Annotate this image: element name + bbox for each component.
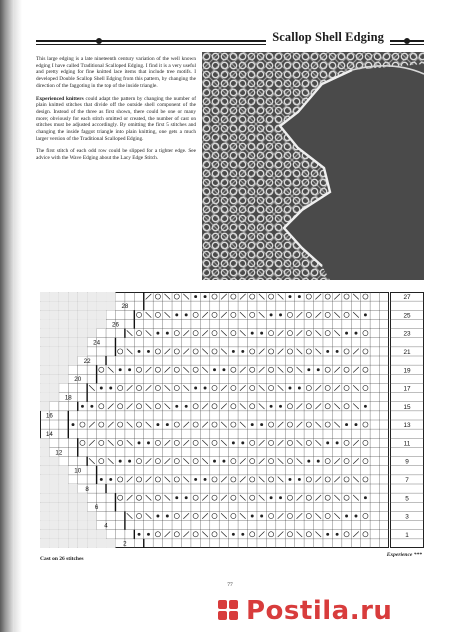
no-stitch-cell: [59, 521, 68, 530]
no-stitch-cell: [40, 319, 49, 328]
purl-symbol: [138, 441, 141, 444]
row-label-even: 14: [45, 431, 53, 438]
no-stitch-cell: [40, 438, 49, 447]
purl-symbol: [109, 387, 112, 390]
no-stitch-cell: [97, 539, 106, 548]
no-stitch-cell: [49, 511, 58, 520]
no-stitch-cell: [40, 521, 49, 530]
purl-symbol: [270, 313, 273, 316]
no-stitch-cell: [49, 338, 58, 347]
purl-symbol: [222, 460, 225, 463]
purl-symbol: [100, 387, 103, 390]
no-stitch-cell: [78, 539, 87, 548]
no-stitch-cell: [59, 338, 68, 347]
purl-symbol: [204, 387, 207, 390]
purl-symbol: [128, 460, 131, 463]
no-stitch-cell: [40, 347, 49, 356]
row-label-even: 16: [45, 412, 53, 420]
purl-symbol: [288, 387, 291, 390]
row-label-even: 24: [93, 339, 101, 347]
no-stitch-cell: [97, 319, 106, 328]
postila-logo-icon: [216, 598, 240, 622]
title-bar: [36, 28, 424, 50]
no-stitch-cell: [40, 502, 49, 511]
no-stitch-cell: [40, 530, 49, 539]
no-stitch-cell: [49, 374, 58, 383]
purl-symbol: [185, 405, 188, 408]
page-title: Scallop Shell Edging: [266, 30, 390, 45]
no-stitch-cell: [49, 530, 58, 539]
no-stitch-cell: [68, 484, 77, 493]
no-stitch-cell: [87, 319, 96, 328]
no-stitch-cell: [59, 466, 68, 475]
purl-symbol: [345, 423, 348, 426]
purl-symbol: [270, 496, 273, 499]
no-stitch-cell: [59, 484, 68, 493]
no-stitch-cell: [40, 383, 49, 392]
row-label-odd: 3: [405, 513, 409, 521]
purl-symbol: [232, 441, 235, 444]
no-stitch-cell: [40, 310, 49, 319]
purl-symbol: [364, 313, 367, 316]
row-label-odd: 25: [403, 312, 411, 320]
no-stitch-cell: [40, 402, 49, 411]
no-stitch-cell: [68, 319, 77, 328]
purl-symbol: [175, 496, 178, 499]
purl-symbol: [138, 533, 141, 536]
purl-symbol: [288, 295, 291, 298]
no-stitch-cell: [40, 493, 49, 502]
purl-symbol: [326, 533, 329, 536]
purl-symbol: [194, 478, 197, 481]
no-stitch-cell: [87, 292, 96, 301]
no-stitch-cell: [40, 466, 49, 475]
purl-symbol: [81, 405, 84, 408]
no-stitch-cell: [59, 356, 68, 365]
no-stitch-cell: [106, 292, 115, 301]
lace-photo-drawing: [202, 52, 424, 280]
no-stitch-cell: [49, 539, 58, 548]
no-stitch-cell: [49, 383, 58, 392]
no-stitch-cell: [87, 301, 96, 310]
no-stitch-cell: [87, 310, 96, 319]
no-stitch-cell: [49, 484, 58, 493]
no-stitch-cell: [78, 292, 87, 301]
title-bullet-left: [96, 38, 102, 44]
row-label-odd: 19: [403, 367, 411, 375]
row-label-odd: 21: [403, 348, 411, 356]
purl-symbol: [185, 496, 188, 499]
purl-symbol: [138, 350, 141, 353]
no-stitch-cell: [40, 301, 49, 310]
row-label-even: 4: [104, 522, 108, 530]
purl-symbol: [213, 368, 216, 371]
no-stitch-cell: [40, 511, 49, 520]
purl-symbol: [336, 350, 339, 353]
no-stitch-cell: [68, 347, 77, 356]
purl-symbol: [166, 423, 169, 426]
purl-symbol: [109, 478, 112, 481]
no-stitch-cell: [78, 521, 87, 530]
spine-shadow: [14, 0, 22, 632]
purl-symbol: [147, 350, 150, 353]
no-stitch-cell: [97, 530, 106, 539]
purl-symbol: [364, 405, 367, 408]
no-stitch-cell: [49, 521, 58, 530]
no-stitch-cell: [97, 301, 106, 310]
purl-symbol: [232, 533, 235, 536]
no-stitch-cell: [40, 393, 49, 402]
purl-symbol: [298, 478, 301, 481]
purl-symbol: [241, 533, 244, 536]
purl-symbol: [175, 313, 178, 316]
text-column: [36, 56, 196, 168]
no-stitch-cell: [78, 347, 87, 356]
page-number: 77: [227, 582, 233, 588]
no-stitch-cell: [49, 347, 58, 356]
purl-symbol: [119, 368, 122, 371]
no-stitch-cell: [49, 475, 58, 484]
no-stitch-cell: [106, 539, 115, 548]
no-stitch-cell: [87, 521, 96, 530]
no-stitch-cell: [59, 475, 68, 484]
no-stitch-cell: [59, 530, 68, 539]
no-stitch-cell: [49, 356, 58, 365]
no-stitch-cell: [87, 530, 96, 539]
purl-symbol: [204, 295, 207, 298]
no-stitch-cell: [40, 539, 49, 548]
row-label-even: 10: [74, 467, 82, 475]
no-stitch-cell: [40, 365, 49, 374]
no-stitch-cell: [68, 329, 77, 338]
purl-symbol: [260, 423, 263, 426]
no-stitch-cell: [87, 511, 96, 520]
purl-symbol: [213, 460, 216, 463]
purl-symbol: [279, 313, 282, 316]
row-label-column: [390, 292, 424, 548]
row-label-odd: 5: [405, 495, 409, 503]
book-spine: [0, 0, 14, 632]
purl-symbol: [336, 533, 339, 536]
no-stitch-cell: [40, 329, 49, 338]
no-stitch-cell: [59, 319, 68, 328]
no-stitch-cell: [40, 447, 49, 456]
no-stitch-cell: [87, 329, 96, 338]
no-stitch-cell: [68, 338, 77, 347]
no-stitch-cell: [49, 502, 58, 511]
purl-symbol: [72, 423, 75, 426]
purl-symbol: [241, 350, 244, 353]
purl-symbol: [326, 350, 329, 353]
purl-symbol: [194, 387, 197, 390]
no-stitch-cell: [59, 365, 68, 374]
no-stitch-cell: [59, 511, 68, 520]
no-stitch-cell: [49, 319, 58, 328]
purl-symbol: [345, 332, 348, 335]
no-stitch-cell: [97, 292, 106, 301]
no-stitch-cell: [68, 502, 77, 511]
no-stitch-cell: [49, 329, 58, 338]
row-label-odd: 9: [405, 458, 409, 466]
cast-on-caption: Cast on 26 stitches: [40, 556, 84, 562]
purl-symbol: [147, 441, 150, 444]
purl-symbol: [251, 332, 254, 335]
no-stitch-cell: [40, 374, 49, 383]
no-stitch-cell: [59, 329, 68, 338]
purl-symbol: [90, 405, 93, 408]
row-label-odd: 17: [403, 385, 411, 393]
purl-symbol: [307, 368, 310, 371]
watermark: Postila.ru: [246, 596, 393, 626]
no-stitch-cell: [68, 539, 77, 548]
purl-symbol: [298, 387, 301, 390]
no-stitch-cell: [59, 310, 68, 319]
purl-symbol: [270, 405, 273, 408]
no-stitch-cell: [49, 493, 58, 502]
no-stitch-cell: [40, 356, 49, 365]
no-stitch-cell: [68, 356, 77, 365]
purl-symbol: [194, 295, 197, 298]
purl-symbol: [307, 460, 310, 463]
experienced-paragraph: [36, 96, 196, 143]
experienced-lead: Experienced knitters: [36, 95, 84, 102]
purl-symbol: [298, 295, 301, 298]
purl-symbol: [156, 423, 159, 426]
purl-symbol: [128, 368, 131, 371]
purl-symbol: [204, 478, 207, 481]
no-stitch-cell: [40, 292, 49, 301]
purl-symbol: [288, 478, 291, 481]
no-stitch-cell: [40, 475, 49, 484]
row-label-odd: 7: [405, 476, 409, 484]
intro-paragraph: This large edging is a late nineteenth century variation of the well known edging I have called Traditional Scalloped Edging. I find it is a very useful and pretty edging for fine knitted lace items that include tree motifs. I developed Double Scallop Shell Edging from this pattern, by changing the direction of the faggoting in the top of the inside triangle.: [36, 56, 196, 89]
row-label-even: 12: [55, 449, 63, 457]
no-stitch-cell: [49, 292, 58, 301]
no-stitch-cell: [78, 493, 87, 502]
purl-symbol: [279, 496, 282, 499]
no-stitch-cell: [87, 539, 96, 548]
no-stitch-cell: [59, 493, 68, 502]
no-stitch-cell: [78, 511, 87, 520]
no-stitch-cell: [59, 502, 68, 511]
note-paragraph: The first stitch of each odd row could be slipped for a tighter edge. See advice with the Wave Edging about the Lacy Edge Stitch.: [36, 148, 196, 162]
no-stitch-cell: [49, 393, 58, 402]
purl-symbol: [147, 533, 150, 536]
no-stitch-cell: [59, 347, 68, 356]
purl-symbol: [355, 423, 358, 426]
knitting-chart: [40, 292, 389, 548]
purl-symbol: [260, 515, 263, 518]
purl-symbol: [279, 405, 282, 408]
row-label-even: 22: [83, 357, 91, 365]
title-bullet-right: [404, 38, 410, 44]
purl-symbol: [166, 332, 169, 335]
purl-symbol: [156, 515, 159, 518]
purl-symbol: [260, 332, 263, 335]
no-stitch-cell: [78, 338, 87, 347]
row-label-odd: 1: [405, 531, 409, 539]
row-label-odd: 23: [403, 330, 411, 338]
row-label-even: 2: [123, 540, 127, 548]
no-stitch-cell: [59, 292, 68, 301]
purl-symbol: [364, 496, 367, 499]
purl-symbol: [222, 368, 225, 371]
experienced-body: could adapt the pattern by changing the number of plain knitted stitches that divide off the outside shell component of the design. Instead of the three as first shown, there could be one or many more; obviously for each stitch omitted or created, the number of cast on stitches must be adjusted accordingly. By omitting the first 5 stitches and changing the inside faggot triangle into plain knitting, one gets a much larger version of the Traditional Scalloped Edging.: [36, 95, 196, 142]
purl-symbol: [166, 515, 169, 518]
no-stitch-cell: [40, 338, 49, 347]
row-label-even: 6: [94, 504, 99, 512]
no-stitch-cell: [49, 301, 58, 310]
no-stitch-cell: [68, 493, 77, 502]
no-stitch-cell: [78, 329, 87, 338]
purl-symbol: [100, 478, 103, 481]
purl-symbol: [317, 368, 320, 371]
purl-symbol: [345, 515, 348, 518]
no-stitch-cell: [59, 539, 68, 548]
row-label-even: 18: [64, 394, 72, 402]
purl-symbol: [156, 332, 159, 335]
row-label-even: 28: [121, 303, 129, 310]
no-stitch-cell: [49, 457, 58, 466]
no-stitch-cell: [97, 310, 106, 319]
row-label-even: 8: [85, 485, 89, 493]
no-stitch-cell: [59, 301, 68, 310]
no-stitch-cell: [40, 484, 49, 493]
no-stitch-cell: [78, 310, 87, 319]
purl-symbol: [241, 441, 244, 444]
lace-photo: [202, 52, 424, 280]
purl-symbol: [355, 515, 358, 518]
purl-symbol: [317, 460, 320, 463]
no-stitch-cell: [68, 292, 77, 301]
no-stitch-cell: [59, 374, 68, 383]
purl-symbol: [119, 460, 122, 463]
no-stitch-cell: [68, 530, 77, 539]
no-stitch-cell: [49, 466, 58, 475]
row-label-even: 26: [112, 321, 119, 329]
no-stitch-cell: [68, 301, 77, 310]
no-stitch-cell: [68, 511, 77, 520]
purl-symbol: [175, 405, 178, 408]
row-label-even: 20: [74, 376, 82, 384]
purl-symbol: [336, 441, 339, 444]
no-stitch-cell: [49, 365, 58, 374]
no-stitch-cell: [68, 521, 77, 530]
no-stitch-cell: [78, 301, 87, 310]
no-stitch-cell: [78, 530, 87, 539]
row-label-odd: 15: [403, 403, 411, 411]
row-label-odd: 13: [403, 422, 411, 430]
purl-symbol: [355, 332, 358, 335]
purl-symbol: [326, 441, 329, 444]
purl-symbol: [251, 515, 254, 518]
row-label-odd: 11: [403, 440, 411, 448]
purl-symbol: [232, 350, 235, 353]
purl-symbol: [185, 313, 188, 316]
purl-symbol: [251, 423, 254, 426]
no-stitch-cell: [68, 310, 77, 319]
no-stitch-cell: [78, 319, 87, 328]
row-label-odd: 27: [403, 294, 411, 302]
no-stitch-cell: [49, 310, 58, 319]
no-stitch-cell: [106, 301, 115, 310]
no-stitch-cell: [40, 457, 49, 466]
experience-caption: Experience ***: [386, 552, 422, 558]
no-stitch-cell: [78, 502, 87, 511]
